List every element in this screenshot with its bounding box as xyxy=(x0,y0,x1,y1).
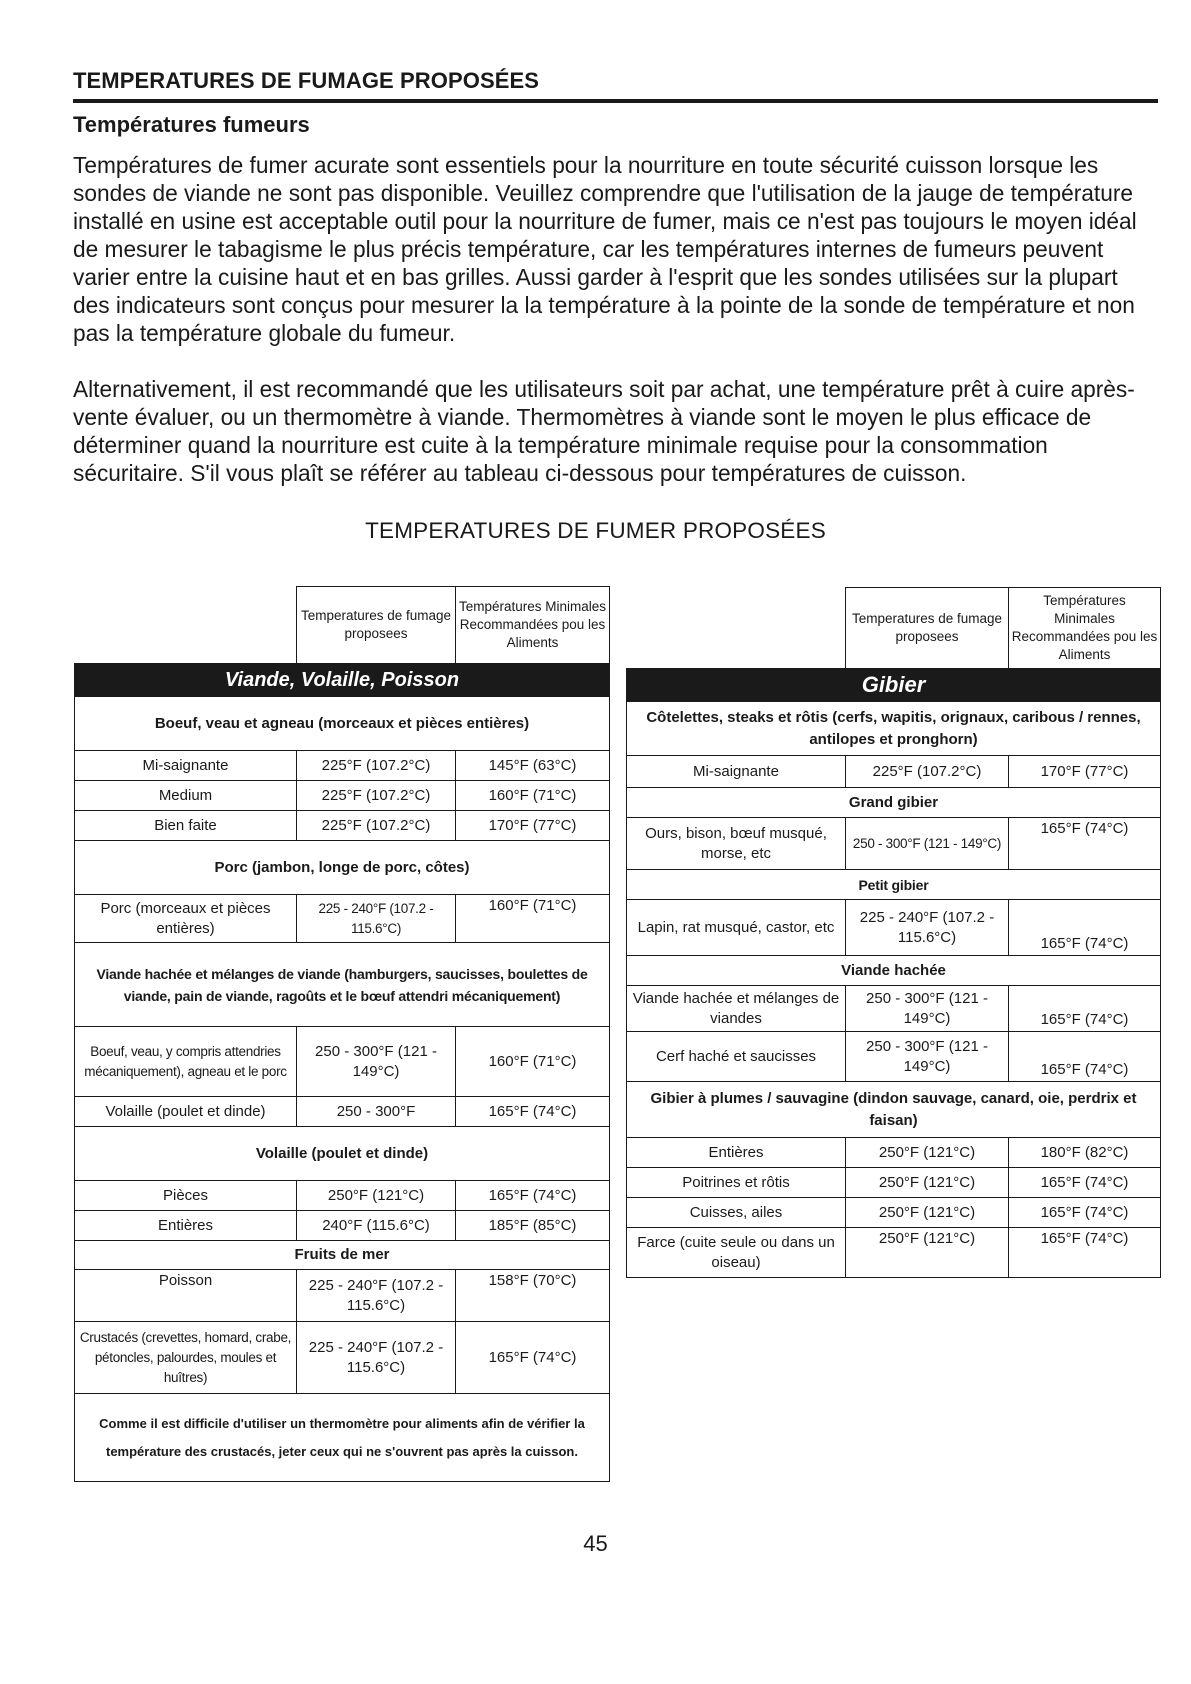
column-header-smoke: Temperatures de fumage proposees xyxy=(846,588,1009,669)
table-row xyxy=(75,751,610,781)
item-cell: Viande hachée et mélanges de viandes xyxy=(627,986,846,1032)
item-cell: Poisson xyxy=(75,1270,297,1322)
column-header-minimum: Températures Minimales Recommandées pou les Aliments xyxy=(1009,588,1161,669)
min-temp-cell: 165°F (74°C) xyxy=(1009,1228,1161,1278)
min-temp-cell: 160°F (71°C) xyxy=(456,895,610,943)
min-temp-cell: 165°F (74°C) xyxy=(456,1181,610,1211)
min-temp-cell: 165°F (74°C) xyxy=(1009,1168,1161,1198)
smoke-temp-cell: 225°F (107.2°C) xyxy=(297,781,456,811)
item-cell: Crustacés (crevettes, homard, crabe, pétoncles, palourdes, moules et huîtres) xyxy=(75,1322,297,1394)
item-cell: Mi-saignante xyxy=(75,751,297,781)
page-title: TEMPERATURES DE FUMAGE PROPOSÉES xyxy=(73,68,540,93)
smoke-temp-cell: 250°F (121°C) xyxy=(846,1228,1009,1278)
item-cell: Bien faite xyxy=(75,811,297,841)
header-blank-cell xyxy=(75,587,297,664)
item-cell: Ours, bison, bœuf musqué, morse, etc xyxy=(627,818,846,870)
item-cell: Entières xyxy=(627,1138,846,1168)
item-cell: Mi-saignante xyxy=(627,756,846,788)
table-row xyxy=(75,1027,610,1097)
min-temp-cell: 165°F (74°C) xyxy=(1009,818,1161,870)
min-temp-cell: 160°F (71°C) xyxy=(456,1027,610,1097)
item-cell: Lapin, rat musqué, castor, etc xyxy=(627,900,846,956)
item-cell: Pièces xyxy=(75,1181,297,1211)
min-temp-cell: 165°F (74°C) xyxy=(456,1097,610,1127)
table-caption: TEMPERATURES DE FUMER PROPOSÉES xyxy=(365,518,826,543)
min-temp-cell: 180°F (82°C) xyxy=(1009,1138,1161,1168)
group-heading: Petit gibier xyxy=(627,870,1161,900)
table-row xyxy=(75,1270,610,1322)
intro-paragraph: Températures de fumer acurate sont essentiels pour la nourriture en toute sécurité cuisson lorsque les sondes de viande ne sont pas disponible. Veuillez comprendre que l'utilisation de la jauge de température installé en usine est acceptable outil pour la nourriture de fumer, mais ce n'est pas toujours le moyen idéal de mesurer le tabagisme le plus précis température, car les températures internes de fumeurs peuvent varier entre la cuisine haut et en bas grilles. Aussi garder à l'esprit que les sondes utilisées sur la plupart des indicateurs sont conçus pour mesurer la la température à la pointe de la sonde de température et non pas la température globale du fumeur. xyxy=(73,152,1137,346)
min-temp-cell: 185°F (85°C) xyxy=(456,1211,610,1241)
title-divider xyxy=(73,99,1158,103)
smoke-temp-cell: 250°F (121°C) xyxy=(846,1168,1009,1198)
table-row xyxy=(75,895,610,943)
header-blank-cell xyxy=(627,588,846,669)
smoke-temp-cell: 250°F (121°C) xyxy=(846,1198,1009,1228)
category-band: Viande, Volaille, Poisson xyxy=(75,664,610,697)
min-temp-cell: 165°F (74°C) xyxy=(1009,1198,1161,1228)
item-cell: Entières xyxy=(75,1211,297,1241)
table-row xyxy=(627,1198,1161,1228)
table-row xyxy=(627,818,1161,870)
item-cell: Porc (morceaux et pièces entières) xyxy=(75,895,297,943)
min-temp-cell: 158°F (70°C) xyxy=(456,1270,610,1322)
table-row xyxy=(627,1032,1161,1082)
category-band: Gibier xyxy=(627,669,1161,702)
smoke-temp-cell: 225°F (107.2°C) xyxy=(297,751,456,781)
recommendation-paragraph: Alternativement, il est recommandé que les utilisateurs soit par achat, une température prêt à cuire après-vente évaluer, ou un thermomètre à viande. Thermomètres à viande sont le moyen le plus efficace de déterminer quand la nourriture est cuite à la température minimale requise pour la consommation sécuritaire. S'il vous plaît se référer au tableau ci-dessous pour températures de cuisson. xyxy=(73,376,1135,486)
page-number: 45 xyxy=(583,1531,608,1556)
min-temp-cell: 165°F (74°C) xyxy=(456,1322,610,1394)
smoke-temp-cell: 225 - 240°F (107.2 - 115.6°C) xyxy=(297,1322,456,1394)
table-row xyxy=(75,1181,610,1211)
table-row xyxy=(75,1211,610,1241)
smoke-temp-cell: 225 - 240°F (107.2 - 115.6°C) xyxy=(297,1270,456,1322)
min-temp-cell: 165°F (74°C) xyxy=(1009,986,1161,1032)
smoke-temp-cell: 225 - 240°F (107.2 - 115.6°C) xyxy=(846,900,1009,956)
group-heading: Boeuf, veau et agneau (morceaux et pièces entières) xyxy=(75,697,610,751)
min-temp-cell: 170°F (77°C) xyxy=(1009,756,1161,788)
table-row xyxy=(627,1228,1161,1278)
table-row xyxy=(75,811,610,841)
meat-poultry-fish-table xyxy=(74,586,610,1482)
column-header-smoke: Temperatures de fumage proposees xyxy=(297,587,456,664)
table-footnote: Comme il est difficile d'utiliser un thermomètre pour aliments afin de vérifier la température des crustacés, jeter ceux qui ne s'ouvrent pas après la cuisson. xyxy=(75,1394,610,1482)
table-row xyxy=(75,1322,610,1394)
table-row xyxy=(627,986,1161,1032)
section-subtitle: Températures fumeurs xyxy=(73,112,310,137)
table-row xyxy=(627,1168,1161,1198)
table-row xyxy=(627,756,1161,788)
smoke-temp-cell: 250°F (121°C) xyxy=(297,1181,456,1211)
min-temp-cell: 160°F (71°C) xyxy=(456,781,610,811)
smoke-temp-cell: 240°F (115.6°C) xyxy=(297,1211,456,1241)
smoke-temp-cell: 250°F (121°C) xyxy=(846,1138,1009,1168)
item-cell: Farce (cuite seule ou dans un oiseau) xyxy=(627,1228,846,1278)
game-table xyxy=(626,587,1161,1278)
group-heading: Viande hachée et mélanges de viande (hamburgers, saucisses, boulettes de viande, pain de viande, ragoûts et le bœuf attendri mécaniquement) xyxy=(75,943,610,1027)
smoke-temp-cell: 250 - 300°F (121 - 149°C) xyxy=(846,986,1009,1032)
smoke-temp-cell: 250 - 300°F (121 - 149°C) xyxy=(846,1032,1009,1082)
smoke-temp-cell: 250 - 300°F (121 - 149°C) xyxy=(297,1027,456,1097)
item-cell: Poitrines et rôtis xyxy=(627,1168,846,1198)
item-cell: Cerf haché et saucisses xyxy=(627,1032,846,1082)
min-temp-cell: 165°F (74°C) xyxy=(1009,900,1161,956)
column-header-minimum: Températures Minimales Recommandées pou les Aliments xyxy=(456,587,610,664)
table-row xyxy=(75,781,610,811)
smoke-temp-cell: 225 - 240°F (107.2 - 115.6°C) xyxy=(297,895,456,943)
group-heading: Volaille (poulet et dinde) xyxy=(75,1127,610,1181)
group-heading: Fruits de mer xyxy=(75,1241,610,1270)
smoke-temp-cell: 225°F (107.2°C) xyxy=(846,756,1009,788)
item-cell: Medium xyxy=(75,781,297,811)
min-temp-cell: 170°F (77°C) xyxy=(456,811,610,841)
table-row xyxy=(627,900,1161,956)
min-temp-cell: 145°F (63°C) xyxy=(456,751,610,781)
group-heading: Côtelettes, steaks et rôtis (cerfs, wapitis, orignaux, caribous / rennes, antilopes et pronghorn) xyxy=(627,702,1161,756)
smoke-temp-cell: 250 - 300°F xyxy=(297,1097,456,1127)
smoke-temp-cell: 250 - 300°F (121 - 149°C) xyxy=(846,818,1009,870)
table-row xyxy=(75,1097,610,1127)
item-cell: Boeuf, veau, y compris attendries mécaniquement), agneau et le porc xyxy=(75,1027,297,1097)
smoke-temp-cell: 225°F (107.2°C) xyxy=(297,811,456,841)
group-heading: Grand gibier xyxy=(627,788,1161,818)
group-heading: Porc (jambon, longe de porc, côtes) xyxy=(75,841,610,895)
group-heading: Gibier à plumes / sauvagine (dindon sauvage, canard, oie, perdrix et faisan) xyxy=(627,1082,1161,1138)
table-row xyxy=(627,1138,1161,1168)
group-heading: Viande hachée xyxy=(627,956,1161,986)
min-temp-cell: 165°F (74°C) xyxy=(1009,1032,1161,1082)
item-cell: Volaille (poulet et dinde) xyxy=(75,1097,297,1127)
item-cell: Cuisses, ailes xyxy=(627,1198,846,1228)
